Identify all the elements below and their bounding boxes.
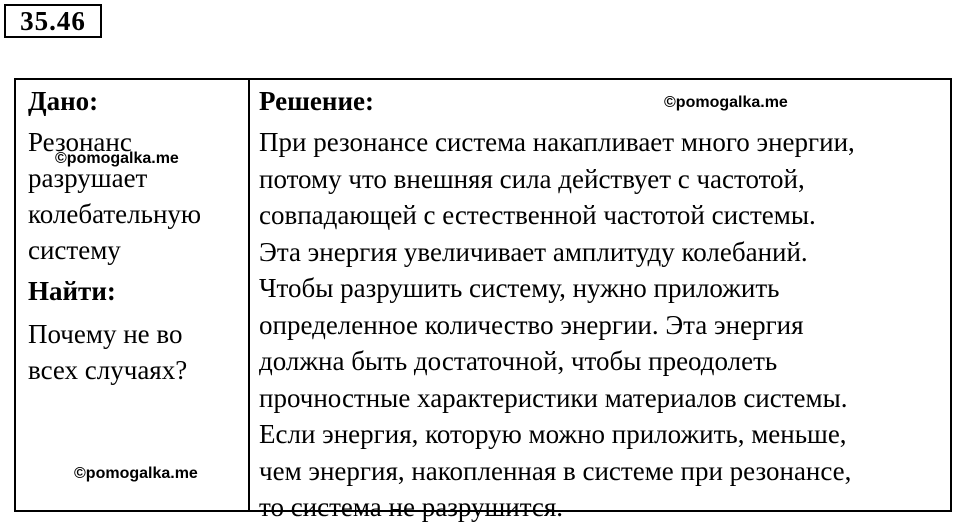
solution-heading: Решение: xyxy=(259,86,374,116)
find-text xyxy=(28,316,187,388)
solution-line: При резонансе система накапливает много энергии, xyxy=(259,127,855,157)
watermark-left-bottom: ©pomogalka.me xyxy=(74,465,198,482)
solution-line: Чтобы разрушить систему, нужно приложить xyxy=(259,273,780,303)
solution-line: Эта энергия увеличивает амплитуду колебаний. xyxy=(259,236,808,267)
given-line: колебательную xyxy=(28,199,202,229)
solution-table xyxy=(14,78,952,522)
given-heading: Дано: xyxy=(28,86,99,116)
watermark-left-middle: ©pomogalka.me xyxy=(55,150,179,167)
watermark-top-right: ©pomogalka.me xyxy=(664,94,788,111)
given-line: разрушает xyxy=(28,163,148,193)
solution-line: совпадающей с естественной частотой системы. xyxy=(259,200,816,230)
column-divider xyxy=(248,80,250,510)
find-heading: Найти: xyxy=(28,276,116,306)
solution-line: Если энергия, которую можно приложить, меньше, xyxy=(259,419,847,449)
solution-line: определенное количество энергии. Эта энергия xyxy=(259,309,804,340)
given-text xyxy=(28,124,201,268)
given-line: Резонанс xyxy=(28,127,132,157)
solution-text xyxy=(259,124,855,526)
solution-line: чем энергия, накопленная в системе при резонансе, xyxy=(259,455,852,486)
problem-number: 35.46 xyxy=(4,4,102,38)
find-line: всех случаях? xyxy=(28,355,188,385)
solution-line: должна быть достаточной, чтобы преодолеть xyxy=(259,346,778,376)
solution-line: потому что внешняя сила действует с частотой, xyxy=(259,163,805,194)
solution-line: прочностные характеристики материалов системы. xyxy=(259,382,848,413)
given-line: систему xyxy=(28,235,121,265)
solution-line: то система не разрушится. xyxy=(259,492,564,522)
find-line: Почему не во xyxy=(28,319,183,349)
